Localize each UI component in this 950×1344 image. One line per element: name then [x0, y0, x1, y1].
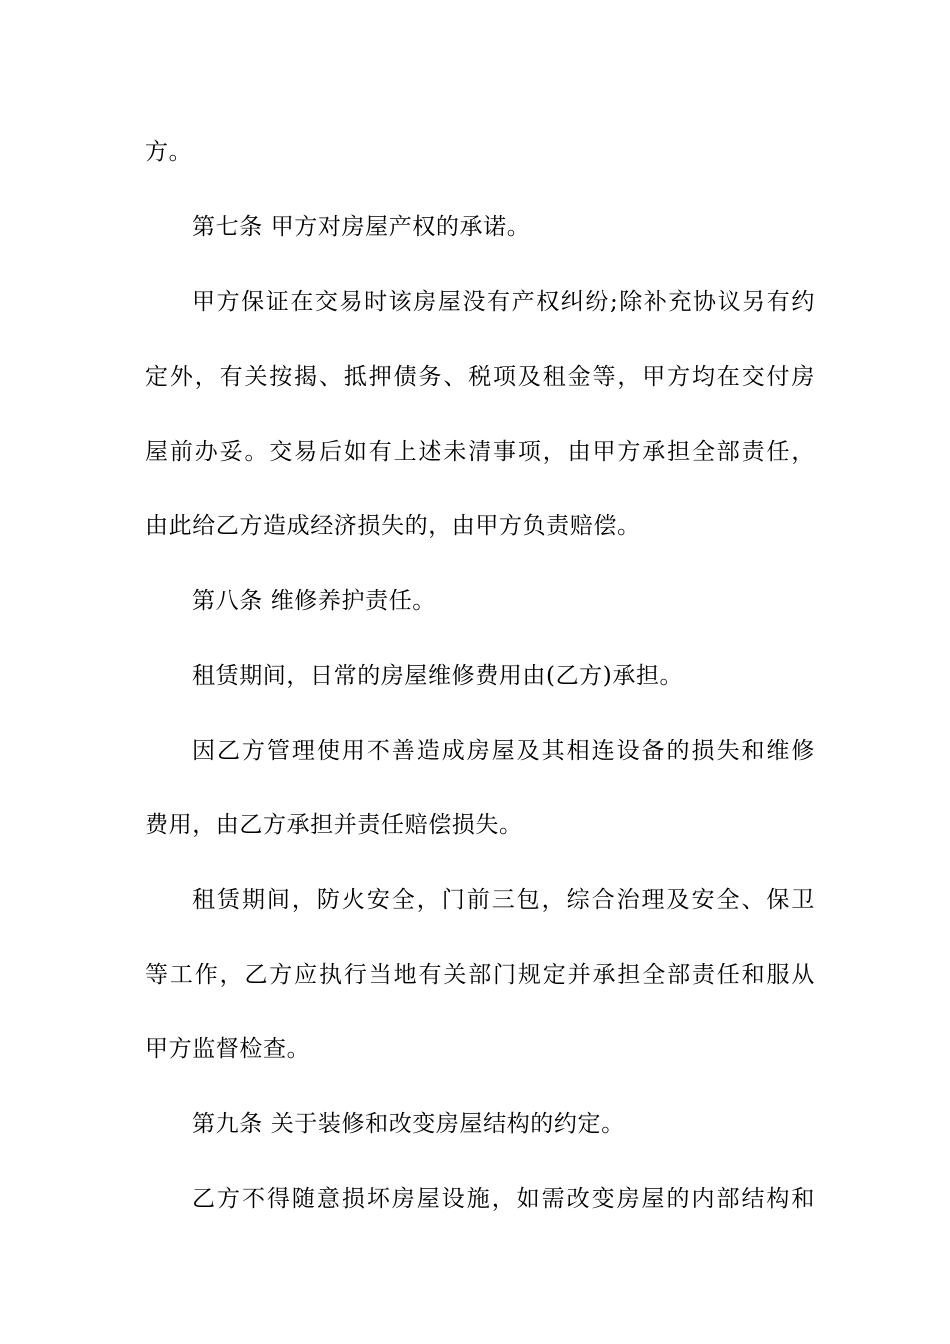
- paragraph-line: 甲方保证在交易时该房屋没有产权纠纷;除补充协议另有约: [192, 289, 815, 315]
- paragraph-line: 乙方不得随意损坏房屋设施，如需改变房屋的内部结构和: [192, 1186, 815, 1212]
- paragraph-line: 定外，有关按揭、抵押债务、税项及租金等，甲方均在交付房: [145, 364, 815, 390]
- article-9-heading: 第九条 关于装修和改变房屋结构的约定。: [192, 1111, 625, 1137]
- paragraph-line: 因乙方管理使用不善造成房屋及其相连设备的损失和维修: [192, 738, 815, 764]
- paragraph-line: 租赁期间，防火安全，门前三包，综合治理及安全、保卫: [192, 887, 815, 913]
- paragraph-line: 等工作，乙方应执行当地有关部门规定并承担全部责任和服从: [145, 962, 815, 988]
- article-8-heading: 第八条 维修养护责任。: [192, 588, 436, 614]
- paragraph-line: 费用，由乙方承担并责任赔偿损失。: [145, 812, 523, 838]
- paragraph-line: 甲方监督检查。: [145, 1036, 311, 1062]
- paragraph-line: 屋前办妥。交易后如有上述未清事项，由甲方承担全部责任，: [145, 439, 815, 465]
- paragraph-line: 租赁期间，日常的房屋维修费用由(乙方)承担。: [192, 663, 684, 689]
- article-7-heading: 第七条 甲方对房屋产权的承诺。: [192, 214, 531, 240]
- paragraph-line: 由此给乙方造成经济损失的，由甲方负责赔偿。: [145, 513, 641, 539]
- paragraph-line-continuation: 方。: [145, 139, 193, 165]
